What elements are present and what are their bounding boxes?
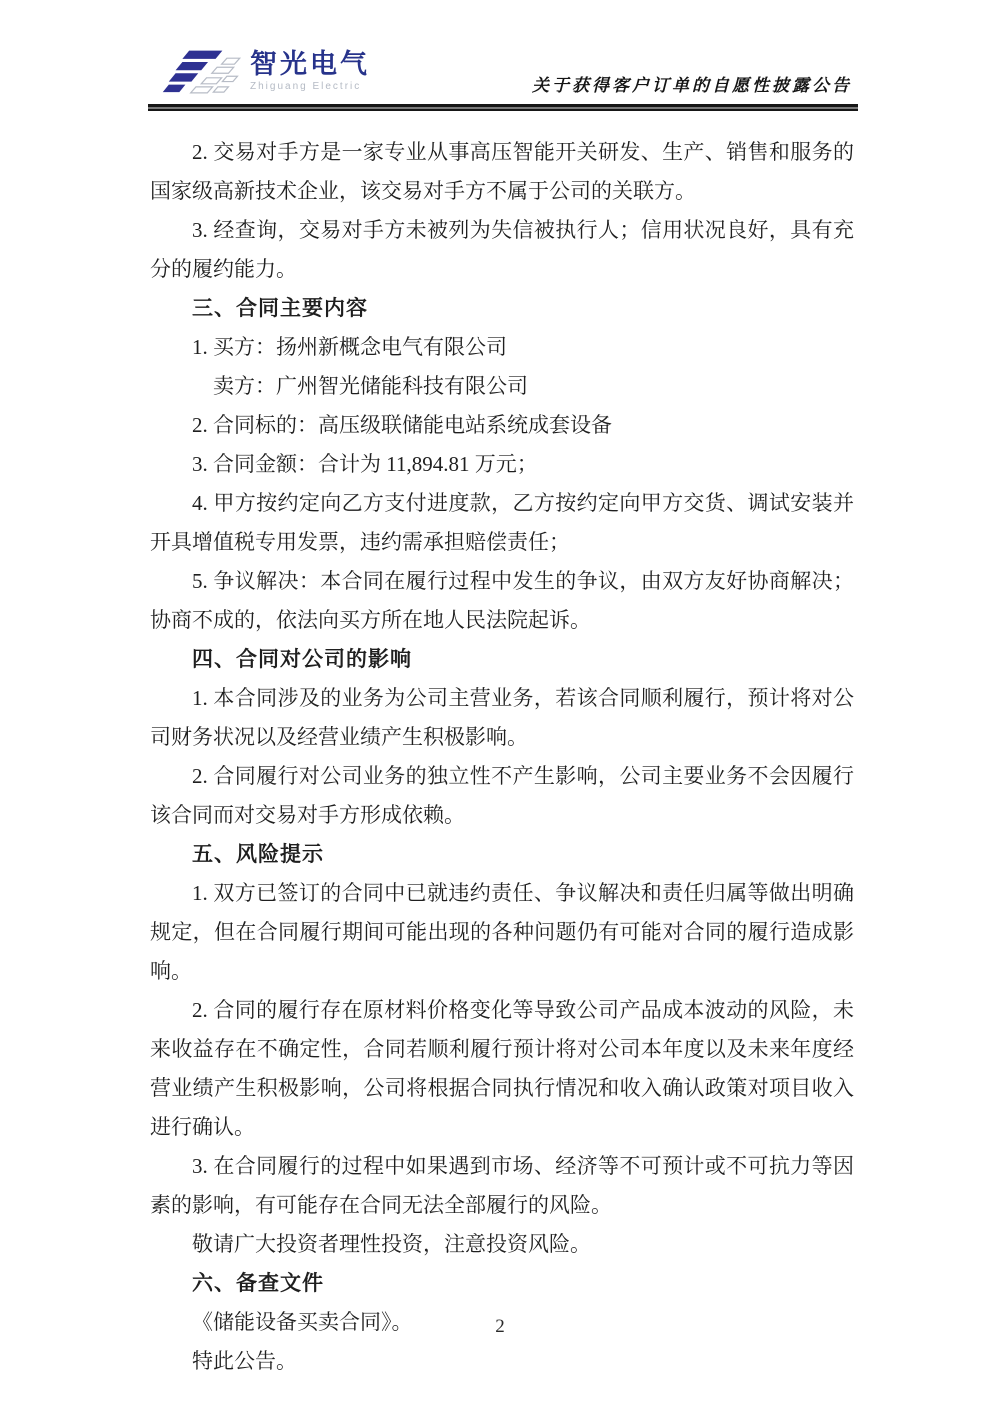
header-doc-title: 关于获得客户订单的自愿性披露公告 <box>532 76 852 95</box>
item-contract-subject: 2. 合同标的：高压级联储能电站系统成套设备 <box>192 413 612 437</box>
paragraph-reference-doc: 《储能设备买卖合同》。 <box>192 1310 413 1334</box>
section-heading-risk: 五、风险提示 <box>192 843 324 866</box>
section-heading-impact: 四、合同对公司的影响 <box>192 648 412 671</box>
section-heading-contract-content: 三、合同主要内容 <box>192 297 368 320</box>
paragraph-announcement-closing: 特此公告。 <box>192 1349 297 1373</box>
paragraph-risk-1: 1. 双方已签订的合同中已就违约责任、争议解决和责任归属等做出明确规定，但在合同履行期间可能出现的各种问题仍有可能对合同的履行造成影响。 <box>150 881 854 983</box>
company-logo-name: 智光电气 <box>250 48 370 79</box>
slanted-bars-logo-icon <box>162 44 242 98</box>
paragraph-risk-3: 3. 在合同履行的过程中如果遇到市场、经济等不可预计或不可抗力等因素的影响，有可能存在合同无法全部履行的风险。 <box>150 1154 854 1217</box>
page-header <box>0 0 1000 102</box>
document-body <box>0 111 1000 1381</box>
page-number: 2 <box>495 1316 505 1337</box>
paragraph-impact-1: 1. 本合同涉及的业务为公司主营业务，若该合同顺利履行，预计将对公司财务状况以及经营业绩产生积极影响。 <box>150 686 854 749</box>
paragraph-payment-terms: 4. 甲方按约定向乙方支付进度款，乙方按约定向甲方交货、调试安装并开具增值税专用发票，违约需承担赔偿责任； <box>150 491 854 554</box>
paragraph-credit-check: 3. 经查询，交易对手方未被列为失信被执行人；信用状况良好，具有充分的履约能力。 <box>150 218 854 281</box>
paragraph-dispute-resolution: 5. 争议解决：本合同在履行过程中发生的争议，由双方友好协商解决；协商不成的，依法向买方所在地人民法院起诉。 <box>150 569 854 632</box>
header-rule <box>148 104 858 111</box>
company-logo-subtitle: Zhiguang Electric <box>250 81 362 93</box>
paragraph-risk-2: 2. 合同的履行存在原材料价格变化等导致公司产品成本波动的风险，未来收益存在不确定性，合同若顺利履行预计将对公司本年度以及未来年度经营业绩产生积极影响，公司将根据合同执行情况和收入确认政策对项目收入进行确认。 <box>150 998 854 1139</box>
company-logo-text <box>250 50 370 93</box>
section-heading-reference-docs: 六、备查文件 <box>192 1272 324 1295</box>
item-buyer: 1. 买方：扬州新概念电气有限公司 <box>192 335 507 359</box>
paragraph-counterparty-profile: 2. 交易对手方是一家专业从事高压智能开关研发、生产、销售和服务的国家级高新技术企业，该交易对手方不属于公司的关联方。 <box>150 140 854 203</box>
company-logo <box>162 44 370 98</box>
paragraph-investor-notice: 敬请广大投资者理性投资，注意投资风险。 <box>192 1232 591 1256</box>
item-contract-amount: 3. 合同金额：合计为 11,894.81 万元； <box>192 452 538 476</box>
paragraph-impact-2: 2. 合同履行对公司业务的独立性不产生影响，公司主要业务不会因履行该合同而对交易对手方形成依赖。 <box>150 764 854 827</box>
item-seller: 卖方：广州智光储能科技有限公司 <box>213 374 528 398</box>
